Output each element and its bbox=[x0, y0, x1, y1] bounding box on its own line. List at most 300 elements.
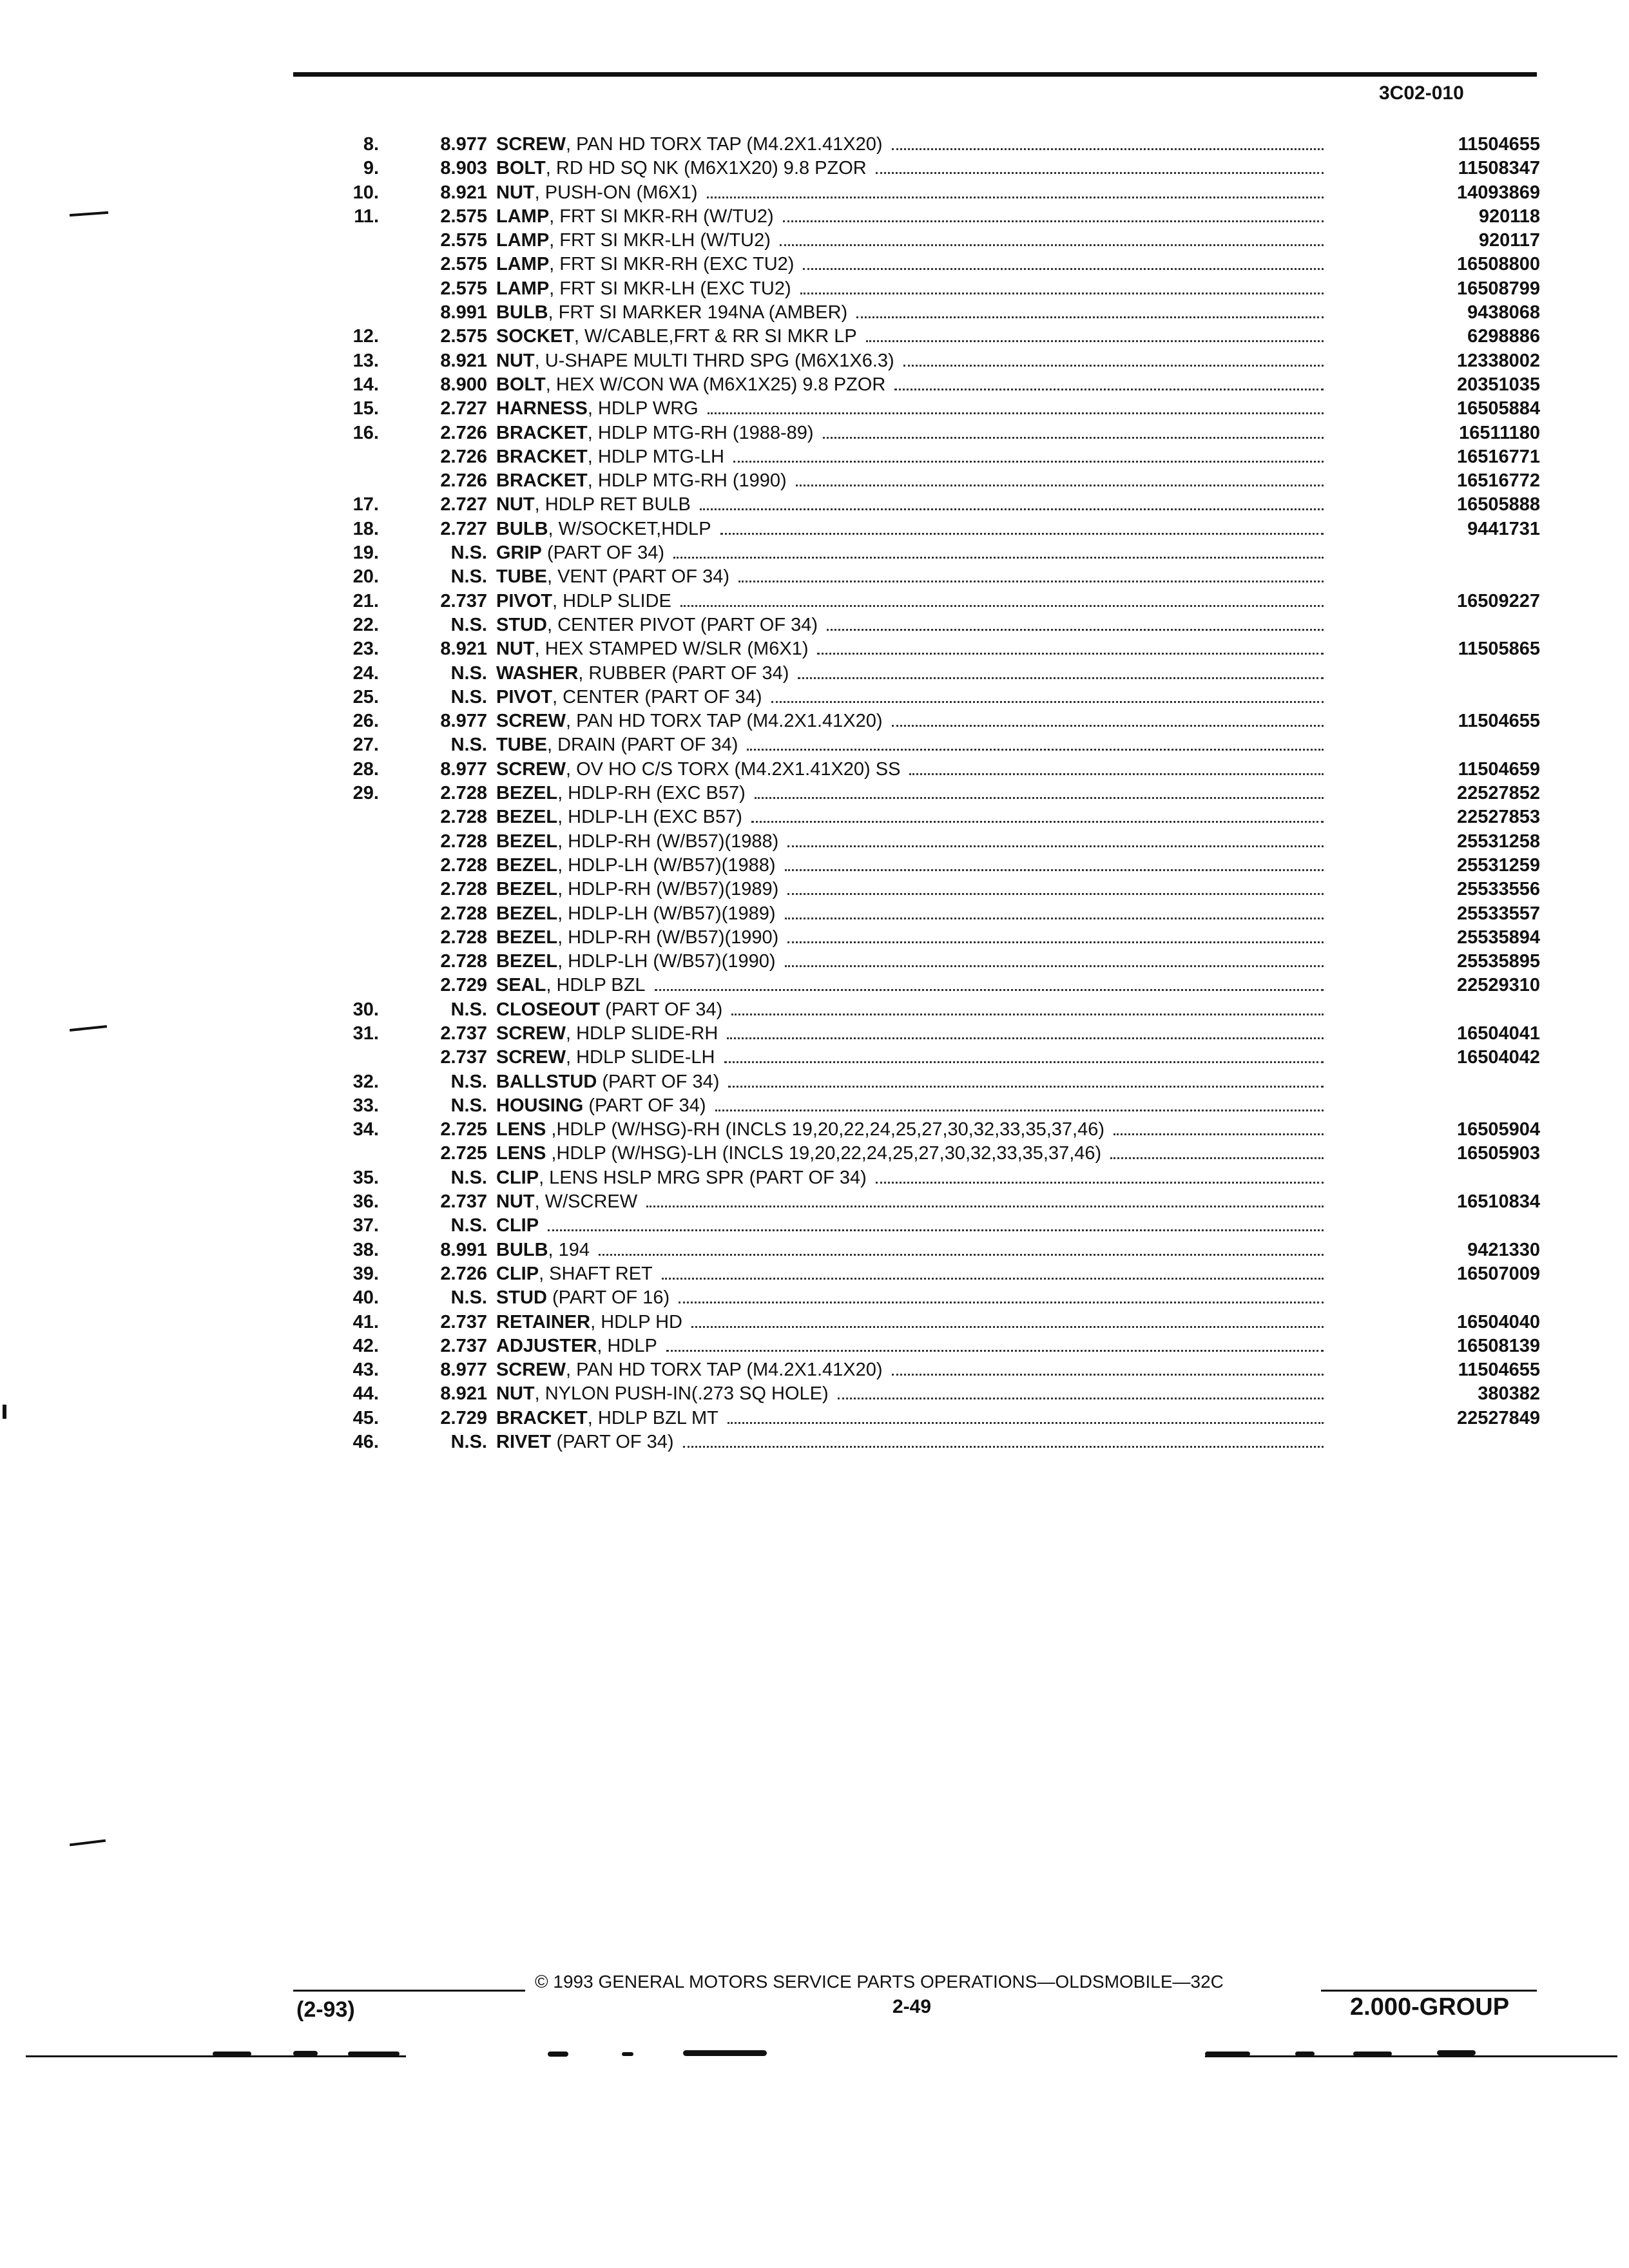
part-description bbox=[496, 878, 1327, 901]
parts-list bbox=[309, 133, 1540, 1454]
group-number: N.S. bbox=[450, 543, 487, 564]
part-noun: BALLSTUD bbox=[496, 1071, 597, 1092]
dot-leader bbox=[787, 878, 1324, 895]
dot-leader bbox=[771, 686, 1324, 703]
part-row bbox=[309, 709, 1540, 733]
part-noun: BEZEL bbox=[496, 951, 558, 972]
group-number: N.S. bbox=[450, 1287, 487, 1309]
part-row bbox=[309, 613, 1540, 637]
part-description bbox=[496, 1286, 1327, 1310]
item-number: 16. bbox=[352, 422, 379, 443]
part-row bbox=[309, 878, 1540, 901]
part-row bbox=[309, 1311, 1540, 1334]
part-noun: NUT bbox=[496, 494, 535, 515]
dot-leader bbox=[733, 445, 1324, 463]
part-description bbox=[496, 1262, 1327, 1286]
group-number: N.S. bbox=[450, 566, 487, 588]
item-number: 19. bbox=[352, 543, 379, 564]
group-number: 2.729 bbox=[440, 1407, 487, 1428]
dot-leader bbox=[876, 157, 1324, 174]
part-noun: PIVOT bbox=[496, 686, 553, 707]
part-detail: , HDLP BZL MT bbox=[587, 1407, 718, 1428]
part-description bbox=[496, 373, 1327, 397]
dot-leader bbox=[894, 373, 1324, 390]
item-number: 40. bbox=[352, 1287, 379, 1309]
header-rule bbox=[293, 72, 1537, 77]
scan-mark bbox=[683, 2050, 767, 2056]
part-description bbox=[496, 854, 1327, 878]
part-description bbox=[496, 1022, 1327, 1046]
group-number: 2.725 bbox=[440, 1119, 487, 1140]
scan-mark bbox=[70, 211, 108, 216]
item-number: 8. bbox=[363, 134, 379, 155]
part-noun: BRACKET bbox=[496, 422, 588, 443]
part-detail: , DRAIN (PART OF 34) bbox=[546, 735, 738, 756]
part-row bbox=[309, 493, 1540, 517]
scan-mark bbox=[70, 1025, 107, 1032]
part-detail: , PAN HD TORX TAP (M4.2X1.41X20) bbox=[565, 711, 883, 732]
part-number: 16508139 bbox=[1456, 1335, 1540, 1356]
item-number: 27. bbox=[352, 735, 379, 756]
part-detail: , NYLON PUSH-IN(.273 SQ HOLE) bbox=[534, 1383, 829, 1405]
group-number: 2.737 bbox=[440, 590, 487, 611]
part-number: 9441731 bbox=[1467, 518, 1540, 539]
part-number: 9438068 bbox=[1467, 302, 1540, 323]
scan-mark bbox=[3, 1405, 6, 1419]
part-detail: , VENT (PART OF 34) bbox=[546, 566, 730, 588]
scan-mark bbox=[1295, 2052, 1315, 2056]
part-row bbox=[309, 1190, 1540, 1214]
part-row bbox=[309, 1286, 1540, 1310]
part-description bbox=[496, 301, 1327, 325]
part-number: 25533556 bbox=[1456, 879, 1540, 900]
scan-mark bbox=[348, 2052, 400, 2056]
part-noun: SOCKET bbox=[496, 326, 574, 347]
part-row bbox=[309, 1118, 1540, 1142]
part-row bbox=[309, 782, 1540, 805]
group-number: 2.737 bbox=[440, 1191, 487, 1213]
dot-leader bbox=[655, 974, 1324, 991]
part-detail: , FRT SI MKR-RH (W/TU2) bbox=[549, 206, 774, 227]
group-number: 2.728 bbox=[440, 854, 487, 876]
part-noun: STUD bbox=[496, 1287, 547, 1309]
part-row bbox=[309, 541, 1540, 565]
part-description bbox=[496, 541, 1327, 565]
part-noun: BOLT bbox=[496, 374, 546, 395]
dot-leader bbox=[787, 926, 1324, 943]
item-number: 31. bbox=[352, 1023, 379, 1044]
part-noun: BEZEL bbox=[496, 927, 558, 948]
part-description bbox=[496, 1238, 1327, 1262]
part-row bbox=[309, 229, 1540, 253]
part-description bbox=[496, 1334, 1327, 1358]
part-detail: , HDLP MTG-RH (1988-89) bbox=[587, 422, 814, 443]
part-row bbox=[309, 205, 1540, 229]
scan-mark bbox=[1205, 2052, 1250, 2056]
part-row bbox=[309, 277, 1540, 301]
group-number: 8.900 bbox=[440, 374, 487, 395]
group-number: 2.726 bbox=[440, 470, 487, 492]
part-detail: , CENTER PIVOT (PART OF 34) bbox=[546, 614, 818, 635]
part-noun: TUBE bbox=[496, 735, 547, 756]
part-detail: (PART OF 16) bbox=[546, 1287, 670, 1309]
group-number: 2.575 bbox=[440, 230, 487, 251]
part-description bbox=[496, 157, 1327, 180]
group-number: 8.991 bbox=[440, 1239, 487, 1260]
group-number: N.S. bbox=[450, 614, 487, 635]
part-detail: , FRT SI MARKER 194NA (AMBER) bbox=[548, 302, 848, 323]
dot-leader bbox=[803, 253, 1324, 270]
part-row bbox=[309, 902, 1540, 926]
group-number: 8.903 bbox=[440, 158, 487, 179]
part-number: 20351035 bbox=[1456, 374, 1540, 395]
part-detail: , W/SOCKET,HDLP bbox=[548, 518, 711, 539]
part-detail: , HEX W/CON WA (M6X1X25) 9.8 PZOR bbox=[545, 374, 886, 395]
group-number: 8.921 bbox=[440, 1383, 487, 1405]
group-number: 8.991 bbox=[440, 302, 487, 323]
part-detail: , FRT SI MKR-LH (EXC TU2) bbox=[549, 278, 791, 299]
group-number: 8.977 bbox=[440, 711, 487, 732]
item-number: 23. bbox=[352, 639, 379, 660]
group-number: 2.728 bbox=[440, 783, 487, 804]
item-number: 38. bbox=[352, 1239, 379, 1260]
part-noun: BULB bbox=[496, 302, 548, 323]
part-row bbox=[309, 373, 1540, 397]
page-code: 3C02-010 bbox=[1379, 82, 1464, 104]
part-noun: SCREW bbox=[496, 1023, 566, 1044]
part-description bbox=[496, 469, 1327, 493]
part-noun: HOUSING bbox=[496, 1095, 584, 1116]
part-row bbox=[309, 1214, 1540, 1238]
part-description bbox=[496, 709, 1327, 733]
dot-leader bbox=[800, 277, 1324, 294]
part-noun: NUT bbox=[496, 350, 535, 371]
part-row bbox=[309, 974, 1540, 997]
dot-leader bbox=[747, 733, 1324, 751]
part-noun: BRACKET bbox=[496, 446, 588, 467]
part-detail: , RD HD SQ NK (M6X1X20) 9.8 PZOR bbox=[545, 158, 867, 179]
dot-leader bbox=[1113, 1118, 1324, 1135]
dot-leader bbox=[1110, 1142, 1324, 1159]
scan-mark bbox=[293, 2051, 318, 2056]
part-detail: , HDLP bbox=[597, 1335, 657, 1356]
part-detail: (PART OF 34) bbox=[597, 1071, 720, 1092]
group-number: N.S. bbox=[450, 1215, 487, 1236]
part-detail: , HDLP HD bbox=[590, 1311, 682, 1332]
part-detail: , W/SCREW bbox=[534, 1191, 638, 1213]
part-noun: CLOSEOUT bbox=[496, 999, 601, 1020]
part-detail: , CENTER (PART OF 34) bbox=[552, 686, 762, 707]
group-number: 2.728 bbox=[440, 807, 487, 828]
part-description bbox=[496, 1142, 1327, 1166]
item-number: 34. bbox=[352, 1119, 379, 1140]
group-number: 2.726 bbox=[440, 1263, 487, 1284]
part-number: 16508800 bbox=[1456, 254, 1540, 275]
part-description bbox=[496, 1407, 1327, 1430]
dot-leader bbox=[683, 1430, 1324, 1448]
part-detail: , HDLP SLIDE-RH bbox=[565, 1023, 718, 1044]
part-row bbox=[309, 1238, 1540, 1262]
group-number: 2.728 bbox=[440, 831, 487, 852]
group-number: 8.921 bbox=[440, 350, 487, 371]
dot-leader bbox=[892, 709, 1324, 727]
dot-leader bbox=[700, 493, 1324, 510]
part-row bbox=[309, 469, 1540, 493]
bottom-rule-right bbox=[1205, 2055, 1617, 2057]
part-description bbox=[496, 805, 1327, 829]
dot-leader bbox=[662, 1262, 1324, 1280]
dot-leader bbox=[599, 1238, 1324, 1256]
group-number: 2.729 bbox=[440, 975, 487, 996]
group-number: N.S. bbox=[450, 999, 487, 1020]
group-number: 2.728 bbox=[440, 903, 487, 924]
part-noun: BRACKET bbox=[496, 470, 588, 492]
group-number: 8.921 bbox=[440, 182, 487, 203]
part-description bbox=[496, 493, 1327, 517]
group-number: 2.728 bbox=[440, 927, 487, 948]
part-detail: (PART OF 34) bbox=[600, 999, 723, 1020]
item-number: 13. bbox=[352, 350, 379, 371]
scan-mark bbox=[622, 2052, 633, 2056]
part-noun: BEZEL bbox=[496, 879, 558, 900]
part-row bbox=[309, 301, 1540, 325]
dot-leader bbox=[798, 662, 1324, 679]
part-noun: NUT bbox=[496, 639, 535, 660]
part-noun: BULB bbox=[496, 518, 548, 539]
part-noun: TUBE bbox=[496, 566, 547, 588]
group-number: 2.575 bbox=[440, 206, 487, 227]
part-number: 16511180 bbox=[1459, 422, 1540, 443]
group-number: 8.977 bbox=[440, 758, 487, 780]
group-number: N.S. bbox=[450, 735, 487, 756]
part-number: 16504040 bbox=[1456, 1311, 1540, 1332]
part-noun: BRACKET bbox=[496, 1407, 588, 1428]
part-detail: , 194 bbox=[548, 1239, 590, 1260]
dot-leader bbox=[728, 1407, 1324, 1424]
part-noun: SCREW bbox=[496, 1047, 566, 1068]
group-number: 2.737 bbox=[440, 1335, 487, 1356]
part-description bbox=[496, 517, 1327, 541]
group-number: N.S. bbox=[450, 1167, 487, 1188]
part-number: 25531258 bbox=[1456, 831, 1540, 852]
dot-leader bbox=[691, 1311, 1324, 1328]
group-number: 2.728 bbox=[440, 951, 487, 972]
dot-leader bbox=[780, 229, 1324, 246]
part-noun: BOLT bbox=[496, 158, 546, 179]
part-noun: BEZEL bbox=[496, 903, 558, 924]
part-row bbox=[309, 1022, 1540, 1046]
part-description bbox=[496, 205, 1327, 229]
part-detail: , HDLP MTG-RH (1990) bbox=[587, 470, 787, 492]
dot-leader bbox=[666, 1334, 1324, 1352]
part-number: 25535894 bbox=[1456, 927, 1540, 948]
dot-leader bbox=[827, 613, 1324, 631]
part-number: 920117 bbox=[1478, 230, 1540, 251]
part-description bbox=[496, 229, 1327, 253]
item-number: 35. bbox=[352, 1167, 379, 1188]
part-number: 9421330 bbox=[1467, 1239, 1540, 1260]
part-description bbox=[496, 758, 1327, 782]
part-description bbox=[496, 1166, 1327, 1190]
part-detail: (PART OF 34) bbox=[541, 543, 665, 564]
part-detail: , HDLP-LH (EXC B57) bbox=[557, 807, 742, 828]
dot-leader bbox=[728, 1070, 1324, 1088]
group-number: 2.726 bbox=[440, 446, 487, 467]
item-number: 11. bbox=[354, 206, 379, 227]
dot-leader bbox=[787, 830, 1324, 847]
part-number: 11505865 bbox=[1458, 639, 1540, 660]
part-description bbox=[496, 1382, 1327, 1406]
dot-leader bbox=[720, 517, 1324, 535]
part-noun: HARNESS bbox=[496, 398, 588, 419]
part-description bbox=[496, 1118, 1327, 1142]
item-number: 36. bbox=[352, 1191, 379, 1213]
part-row bbox=[309, 133, 1540, 157]
part-noun: CLIP bbox=[496, 1167, 539, 1188]
item-number: 17. bbox=[352, 494, 379, 515]
part-number: 25533557 bbox=[1456, 903, 1540, 924]
group-number: 2.737 bbox=[440, 1023, 487, 1044]
part-noun: LAMP bbox=[496, 206, 550, 227]
item-number: 28. bbox=[352, 758, 379, 780]
part-row bbox=[309, 1407, 1540, 1430]
part-description bbox=[496, 253, 1327, 276]
part-description bbox=[496, 733, 1327, 757]
part-noun: GRIP bbox=[496, 543, 542, 564]
part-number: 16510834 bbox=[1456, 1191, 1540, 1213]
part-description bbox=[496, 686, 1327, 709]
part-detail: , HDLP-RH (EXC B57) bbox=[557, 783, 746, 804]
scan-mark bbox=[1437, 2050, 1476, 2055]
item-number: 15. bbox=[352, 398, 379, 419]
footer-rule-left bbox=[293, 1990, 525, 1992]
group-number: 2.737 bbox=[440, 1047, 487, 1068]
part-detail: , HDLP-RH (W/B57)(1988) bbox=[557, 831, 779, 852]
dot-leader bbox=[680, 590, 1324, 607]
part-detail: , W/CABLE,FRT & RR SI MKR LP bbox=[574, 326, 857, 347]
dot-leader bbox=[909, 758, 1324, 775]
part-detail: , PUSH-ON (M6X1) bbox=[534, 182, 698, 203]
part-number: 12338002 bbox=[1456, 350, 1540, 371]
part-description bbox=[496, 662, 1327, 686]
part-detail: , HDLP WRG bbox=[587, 398, 699, 419]
part-description bbox=[496, 1070, 1327, 1094]
dot-leader bbox=[866, 325, 1324, 342]
item-number: 9. bbox=[363, 158, 379, 179]
part-noun: LAMP bbox=[496, 278, 550, 299]
part-noun: ADJUSTER bbox=[496, 1335, 597, 1356]
group-number: 2.728 bbox=[440, 879, 487, 900]
dot-leader bbox=[892, 1358, 1324, 1376]
part-row bbox=[309, 998, 1540, 1022]
part-row bbox=[309, 686, 1540, 709]
part-description bbox=[496, 1214, 1327, 1238]
part-detail: , HDLP-LH (W/B57)(1989) bbox=[557, 903, 776, 924]
part-description bbox=[496, 998, 1327, 1022]
part-noun: PIVOT bbox=[496, 590, 553, 611]
item-number: 18. bbox=[352, 518, 379, 539]
part-number: 25531259 bbox=[1456, 854, 1540, 876]
part-detail: , U-SHAPE MULTI THRD SPG (M6X1X6.3) bbox=[534, 350, 894, 371]
part-description bbox=[496, 590, 1327, 613]
part-number: 22527853 bbox=[1456, 807, 1540, 828]
part-noun: RIVET bbox=[496, 1432, 552, 1453]
part-description bbox=[496, 397, 1327, 421]
part-noun: SCREW bbox=[496, 758, 566, 780]
part-row bbox=[309, 1334, 1540, 1358]
item-number: 37. bbox=[352, 1215, 379, 1236]
page-number: 2-49 bbox=[892, 1996, 932, 2017]
part-row bbox=[309, 253, 1540, 276]
part-detail: (PART OF 34) bbox=[551, 1432, 674, 1453]
part-noun: SEAL bbox=[496, 975, 546, 996]
part-detail: , PAN HD TORX TAP (M4.2X1.41X20) bbox=[565, 134, 883, 155]
group-number: 8.977 bbox=[440, 134, 487, 155]
item-number: 43. bbox=[352, 1360, 379, 1381]
part-row bbox=[309, 1166, 1540, 1190]
group-number: N.S. bbox=[450, 662, 487, 684]
part-description bbox=[496, 830, 1327, 854]
group-number: 2.726 bbox=[440, 422, 487, 443]
footer-rule-right bbox=[1321, 1990, 1537, 1992]
dot-leader bbox=[796, 469, 1324, 486]
dot-leader bbox=[903, 349, 1324, 367]
group-number: 2.727 bbox=[440, 518, 487, 539]
part-description bbox=[496, 277, 1327, 301]
group-number: N.S. bbox=[450, 1432, 487, 1453]
part-row bbox=[309, 157, 1540, 180]
part-description bbox=[496, 181, 1327, 205]
group-number: 2.575 bbox=[440, 326, 487, 347]
group-number: N.S. bbox=[450, 1071, 487, 1092]
group-number: 8.921 bbox=[440, 639, 487, 660]
part-description bbox=[496, 637, 1327, 661]
item-number: 45. bbox=[352, 1407, 379, 1428]
group-number: 2.725 bbox=[440, 1143, 487, 1164]
part-number: 16505884 bbox=[1456, 398, 1540, 419]
part-noun: LENS bbox=[496, 1143, 546, 1164]
group-number: 2.737 bbox=[440, 1311, 487, 1332]
part-description bbox=[496, 950, 1327, 974]
scan-mark bbox=[548, 2052, 568, 2057]
part-noun: BEZEL bbox=[496, 807, 558, 828]
part-row bbox=[309, 1430, 1540, 1454]
part-noun: SCREW bbox=[496, 711, 566, 732]
part-row bbox=[309, 421, 1540, 445]
dot-leader bbox=[785, 854, 1324, 871]
part-row bbox=[309, 637, 1540, 661]
part-number: 16505904 bbox=[1456, 1119, 1540, 1140]
part-description bbox=[496, 565, 1327, 589]
dot-leader bbox=[823, 421, 1324, 439]
dot-leader bbox=[856, 301, 1324, 318]
dot-leader bbox=[738, 565, 1324, 582]
group-number: 2.727 bbox=[440, 494, 487, 515]
part-noun: BEZEL bbox=[496, 854, 558, 876]
item-number: 22. bbox=[352, 614, 379, 635]
part-noun: NUT bbox=[496, 1191, 535, 1213]
part-number: 16505903 bbox=[1456, 1143, 1540, 1164]
part-description bbox=[496, 1430, 1327, 1454]
item-number: 32. bbox=[352, 1071, 379, 1092]
part-description bbox=[496, 613, 1327, 637]
part-noun: LAMP bbox=[496, 254, 550, 275]
item-number: 46. bbox=[352, 1432, 379, 1453]
item-number: 10. bbox=[352, 182, 379, 203]
part-row bbox=[309, 1382, 1540, 1406]
part-noun: STUD bbox=[496, 614, 547, 635]
part-detail: (PART OF 34) bbox=[583, 1095, 706, 1116]
